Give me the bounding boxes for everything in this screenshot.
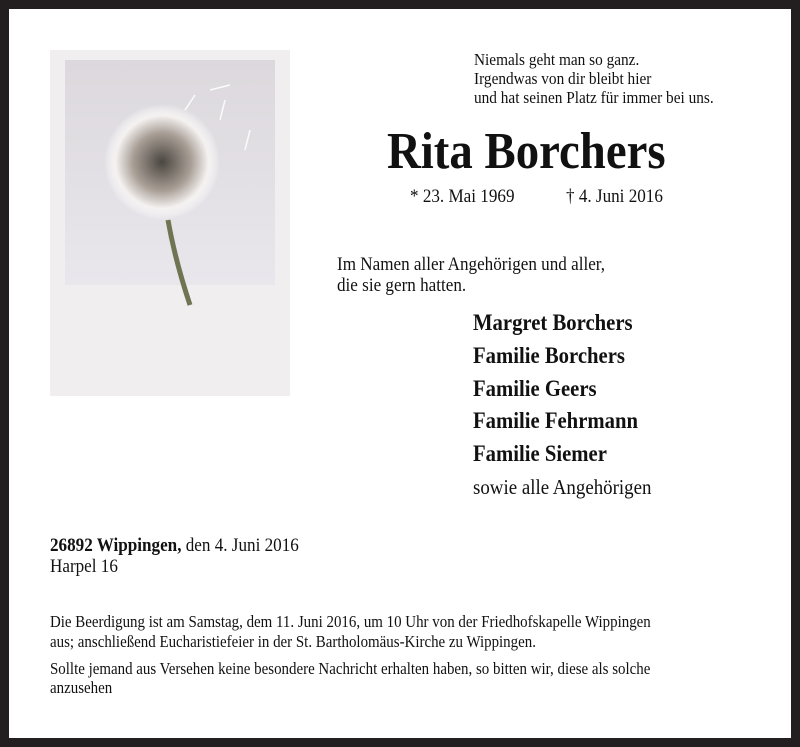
place: 26892 Wippingen, [50,535,182,556]
death-date: † 4. Juni 2016 [566,186,663,207]
mourners-tail: sowie alle Angehörigen [473,475,652,499]
deceased-name: Rita Borchers [387,123,666,180]
funeral-line: aus; anschließend Eucharistiefeier in der St. Bartholomäus-Kirche zu Wippingen. [50,632,536,651]
mourner: Familie Siemer [473,441,607,466]
mourner: Familie Geers [473,376,597,401]
birth-date: * 23. Mai 1969 [410,186,515,207]
poem-line: Niemals geht man so ganz. [474,50,640,69]
poem-line: und hat seinen Platz für immer bei uns. [474,88,714,107]
date: den 4. Juni 2016 [181,535,299,556]
mourner: Familie Fehrmann [473,408,639,433]
dandelion-image [50,50,290,396]
mourner: Margret Borchers [473,310,633,335]
intro-line: die sie gern hatten. [337,275,467,296]
notice-line: anzusehen [50,678,113,697]
funeral-line: Die Beerdigung ist am Samstag, dem 11. Juni 2016, um 10 Uhr von der Friedhofskapelle Wippingen [50,612,651,631]
poem-line: Irgendwas von dir bleibt hier [474,69,652,88]
intro-line: Im Namen aller Angehörigen und aller, [337,254,606,275]
notice-line: Sollte jemand aus Versehen keine besondere Nachricht erhalten haben, so bitten wir, diese als solche [50,659,651,678]
address: Harpel 16 [50,556,118,577]
place-date [50,536,299,555]
mourner: Familie Borchers [473,343,625,368]
